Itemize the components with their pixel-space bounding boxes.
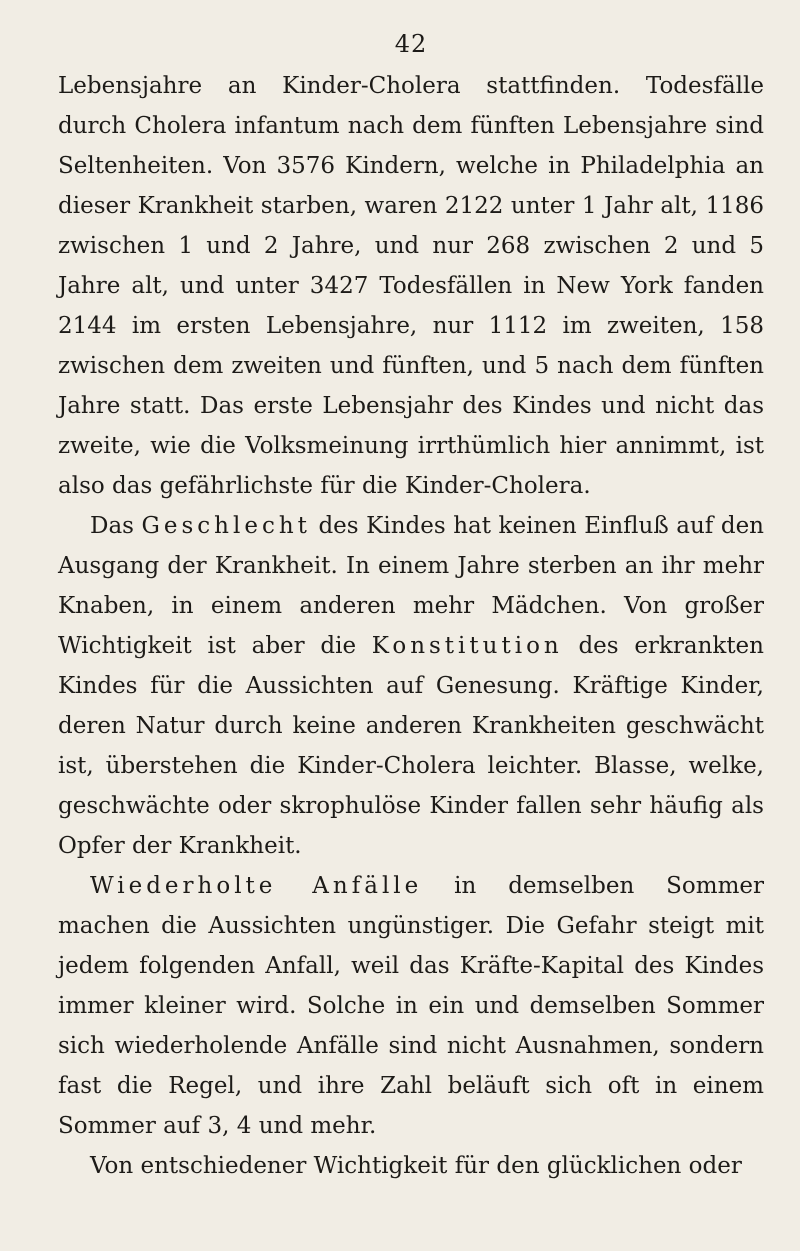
paragraph-age-statistics	[58, 66, 764, 506]
paragraph-text: Von entschiedener Wichtigkeit für den glücklichen oder	[90, 1153, 742, 1179]
paragraph-sex-and-constitution	[58, 506, 764, 866]
paragraph-continuation	[58, 1146, 764, 1186]
emphasis-konstitution: Konstitution	[371, 633, 563, 659]
paragraph-text: in demselben Sommer machen die Aussichten ungünstiger. Die Gefahr steigt mit jedem folgenden Anfall, weil das Kräfte-Kapital des Kindes immer kleiner wird. Solche in ein und demselben Sommer sich wiederholende Anfälle sind nicht Ausnahmen, sondern fast die Regel, und ihre Zahl beläuft sich oft in einem Sommer auf 3, 4 und mehr.	[58, 873, 764, 1139]
paragraph-text: des erkrankten Kindes für die Aussichten auf Genesung. Kräftige Kinder, deren Natur durch keine anderen Krankheiten geschwächt ist, überstehen die Kinder-Cholera leichter. Blasse, welke, geschwächte oder skrophulöse Kinder fallen sehr häufig als Opfer der Krankheit.	[58, 633, 764, 859]
paragraph-text: Das	[90, 513, 142, 539]
emphasis-geschlecht: Geschlecht	[141, 513, 311, 539]
paragraph-text: des Kindes hat keinen Einfluß auf den Ausgang der Krankheit. In einem Jahre sterben an ihr mehr Knaben, in einem anderen mehr Mädchen. Von großer Wichtigkeit ist aber die	[58, 513, 764, 659]
emphasis-wiederholte-anfaelle: Wiederholte Anfälle	[90, 873, 423, 899]
body-text	[58, 66, 764, 1186]
paragraph-repeated-attacks	[58, 866, 764, 1146]
paragraph-text: Lebensjahre an Kinder-Cholera stattfinden. Todesfälle durch Cholera infantum nach dem fünften Lebensjahre sind Seltenheiten. Von 3576 Kindern, welche in Philadelphia an dieser Krankheit starben, waren 2122 unter 1 Jahr alt, 1186 zwischen 1 und 2 Jahre, und nur 268 zwischen 2 und 5 Jahre alt, und unter 3427 Todesfällen in New York fanden 2144 im ersten Lebensjahre, nur 1112 im zweiten, 158 zwischen dem zweiten und fünften, und 5 nach dem fünften Jahre statt. Das erste Lebensjahr des Kindes und nicht das zweite, wie die Volksmeinung irrthümlich hier annimmt, ist also das gefährlichste für die Kinder-Cholera.	[58, 73, 764, 499]
page-number: 42	[394, 30, 428, 58]
